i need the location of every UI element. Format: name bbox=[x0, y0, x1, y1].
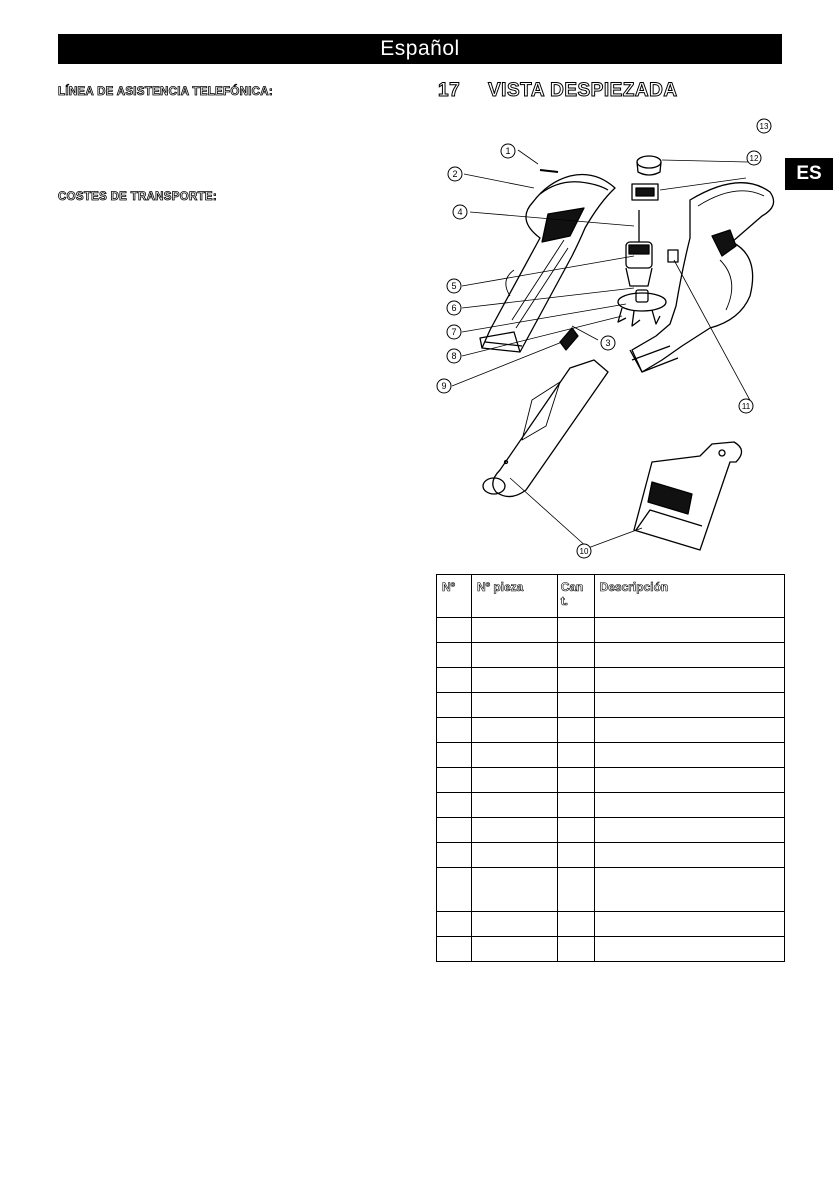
col-header-description: Descripción bbox=[594, 575, 784, 618]
section-title bbox=[438, 80, 678, 102]
callout-2-label: 2 bbox=[452, 169, 458, 179]
ring-part bbox=[637, 156, 661, 175]
flat-nozzle-part bbox=[634, 442, 742, 550]
callout-5-label: 5 bbox=[451, 281, 457, 291]
bracket-part bbox=[632, 184, 658, 200]
callout-6-label: 6 bbox=[451, 303, 457, 313]
table-row bbox=[437, 793, 785, 818]
exploded-view-drawing bbox=[430, 110, 790, 565]
callout-13-label: 13 bbox=[759, 122, 769, 131]
table-row bbox=[437, 743, 785, 768]
callout-4-label: 4 bbox=[457, 207, 463, 217]
table-row bbox=[437, 768, 785, 793]
table-row bbox=[437, 618, 785, 643]
language-code: ES bbox=[796, 163, 822, 184]
language-side-tab bbox=[785, 158, 833, 190]
helpline-heading: LÍNEA DE ASISTENCIA TELEFÓNICA: bbox=[58, 86, 274, 98]
section-title-text: VISTA DESPIEZADA bbox=[488, 80, 678, 101]
nozzle-tube-part bbox=[483, 360, 608, 497]
table-row bbox=[437, 693, 785, 718]
screw-part bbox=[540, 170, 558, 172]
callout-11-label: 11 bbox=[741, 402, 751, 411]
right-housing-part bbox=[630, 183, 774, 372]
callout-10-label: 10 bbox=[579, 547, 589, 556]
transport-costs-heading: COSTES DE TRANSPORTE: bbox=[58, 191, 218, 203]
fan-part bbox=[618, 290, 666, 326]
table-row bbox=[437, 937, 785, 962]
col-header-no: Nº bbox=[437, 575, 472, 618]
section-number: 17 bbox=[438, 80, 461, 101]
callout-3-label: 3 bbox=[605, 338, 611, 348]
callout-1-label: 1 bbox=[505, 146, 511, 156]
parts-table bbox=[436, 574, 785, 962]
latch-part bbox=[560, 328, 578, 350]
callout-12-label: 12 bbox=[749, 154, 759, 163]
callout-9-label: 9 bbox=[441, 381, 447, 391]
table-row bbox=[437, 643, 785, 668]
motor-part bbox=[626, 210, 652, 286]
language-header-bar bbox=[58, 34, 782, 64]
parts-table-header-row bbox=[437, 575, 785, 618]
exploded-view-diagram bbox=[430, 110, 790, 565]
switch-part bbox=[668, 250, 678, 262]
language-title: Español bbox=[380, 37, 460, 60]
table-row bbox=[437, 668, 785, 693]
table-row bbox=[437, 718, 785, 743]
callout-7-label: 7 bbox=[451, 327, 457, 337]
table-row bbox=[437, 843, 785, 868]
table-row bbox=[437, 868, 785, 912]
table-row bbox=[437, 912, 785, 937]
col-header-part-no: Nº pieza bbox=[471, 575, 557, 618]
callout-8-label: 8 bbox=[451, 351, 457, 361]
table-row bbox=[437, 818, 785, 843]
col-header-qty: Cant. bbox=[557, 575, 594, 618]
